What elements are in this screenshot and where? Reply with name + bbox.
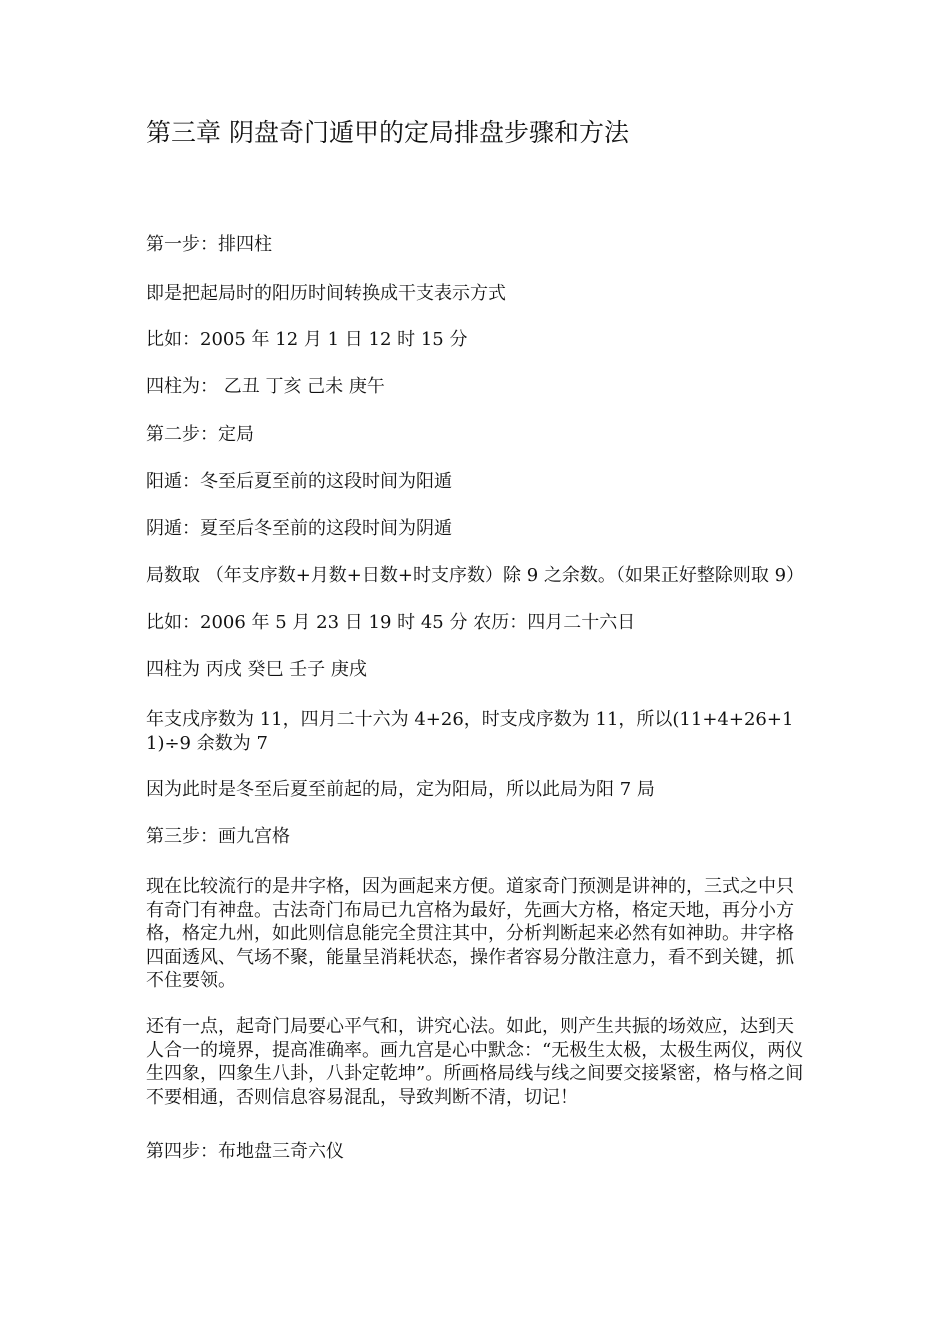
paragraph: 局数取 （年支序数+月数+日数+时支序数）除 9 之余数。（如果正好整除则取 9） <box>146 565 805 586</box>
paragraph: 比如：2005 年 12 月 1 日 12 时 15 分 <box>146 329 468 350</box>
step-one-heading: 第一步：排四柱 <box>146 234 272 255</box>
step-two-heading: 第二步：定局 <box>146 424 254 445</box>
paragraph: 年支戌序数为 11，四月二十六为 4+26，时支戌序数为 11，所以(11+4+26+11)÷9 余数为 7 <box>146 709 794 754</box>
paragraph: 阴遁：夏至后冬至前的这段时间为阴遁 <box>146 518 452 539</box>
paragraph: 四柱为 丙戌 癸巳 壬子 庚戌 <box>146 659 367 680</box>
step-three-heading: 第三步：画九宫格 <box>146 826 290 847</box>
paragraph: 比如：2006 年 5 月 23 日 19 时 45 分 农历：四月二十六日 <box>146 612 636 633</box>
paragraph: 即是把起局时的阳历时间转换成干支表示方式 <box>146 283 506 304</box>
chapter-title: 第三章 阴盘奇门遁甲的定局排盘步骤和方法 <box>146 118 629 147</box>
paragraph: 阳遁：冬至后夏至前的这段时间为阳遁 <box>146 471 452 492</box>
paragraph: 现在比较流行的是井字格，因为画起来方便。道家奇门预测是讲神的，三式之中只有奇门有神盘。古法奇门布局已九宫格为最好，先画大方格，格定天地，再分小方格，格定九州，如此则信息能完全贯注其中，分析判断起来必然有如神助。井字格四面透风、气场不聚，能量呈消耗状态，操作者容易分散注意力，看不到关键，抓不住要领。 <box>146 876 794 992</box>
paragraph: 还有一点，起奇门局要心平气和，讲究心法。如此，则产生共振的场效应，达到天人合一的境界，提高准确率。画九宫是心中默念：“无极生太极，太极生两仪，两仪生四象，四象生八卦，八卦定乾坤”。所画格局线与线之间要交接紧密，格与格之间不要相通，否则信息容易混乱，导致判断不清，切记！ <box>146 1016 804 1108</box>
paragraph: 因为此时是冬至后夏至前起的局，定为阳局，所以此局为阳 7 局 <box>146 779 655 800</box>
paragraph: 四柱为： 乙丑 丁亥 己未 庚午 <box>146 376 385 397</box>
step-four-heading: 第四步：布地盘三奇六仪 <box>146 1141 344 1162</box>
